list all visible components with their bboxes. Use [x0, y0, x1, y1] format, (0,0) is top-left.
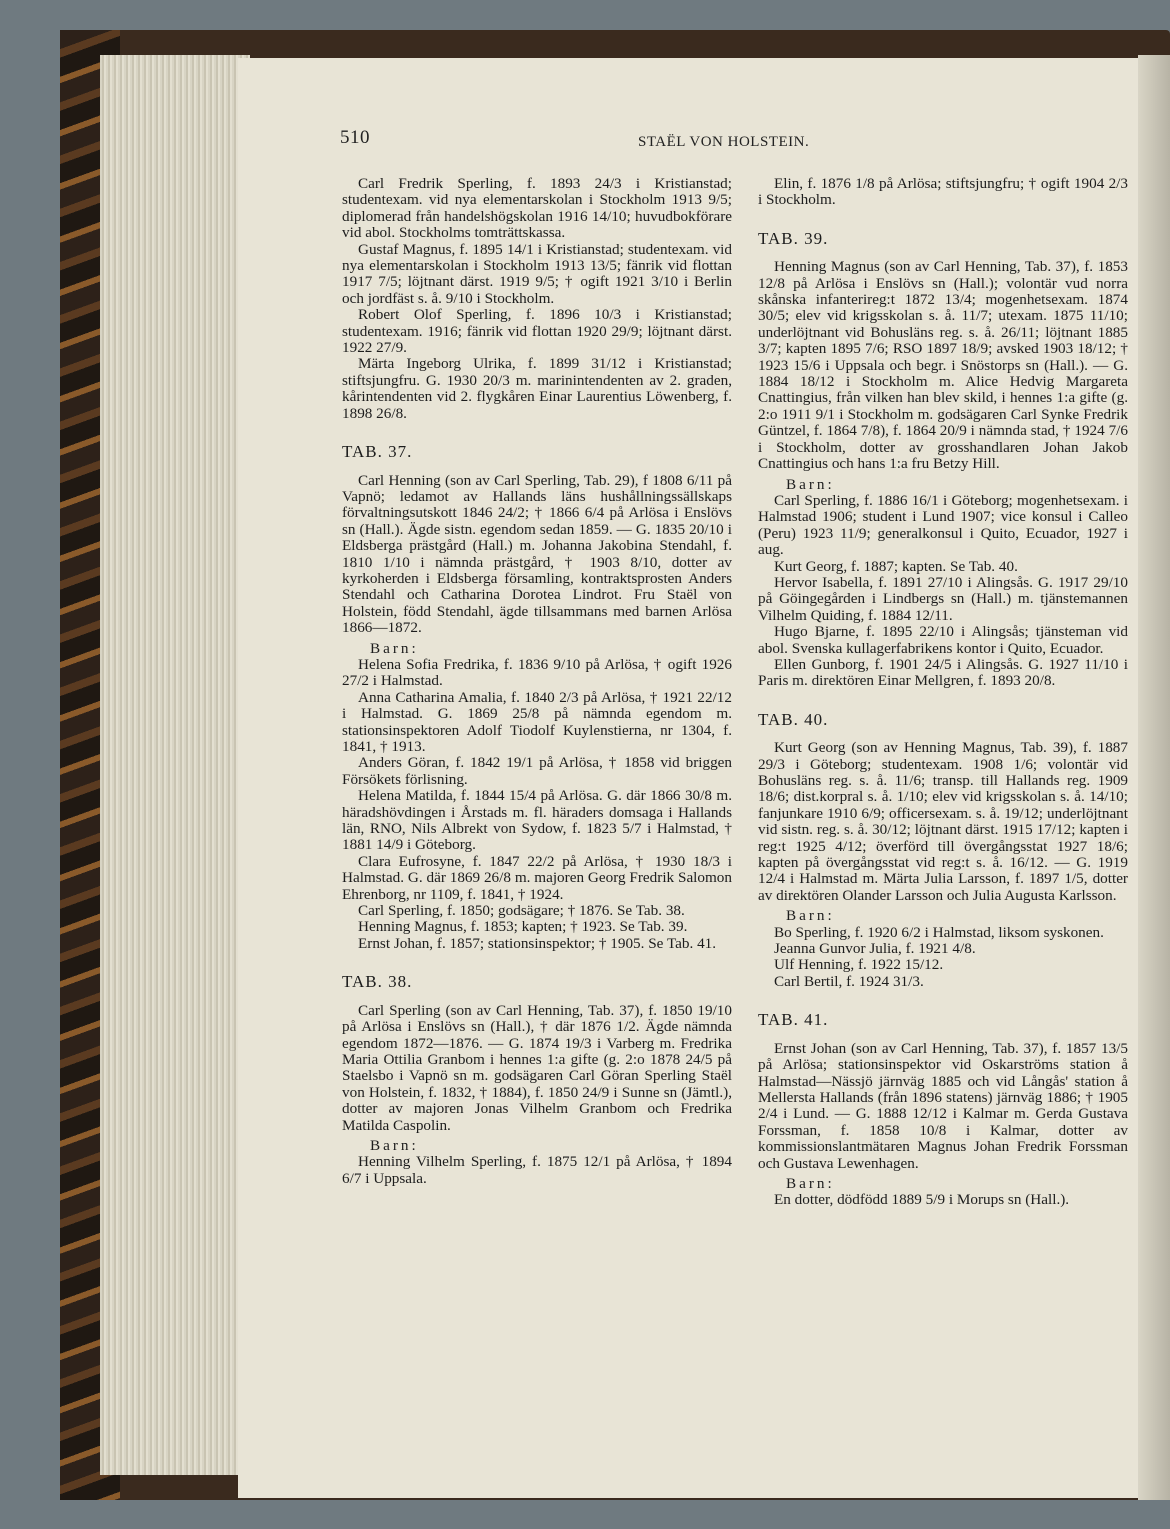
table-heading: TAB. 39. [758, 228, 829, 248]
paragraph: Carl Sperling, f. 1886 16/1 i Göteborg; mogenhetsexam. i Halmstad 1906; student i Lund 1907; vice konsul i Calleo (Peru) 1923 11/9; generalkonsul i Quito, Ecuador, 1927 i aug. [758, 491, 1128, 559]
paragraph: Kurt Georg, f. 1887; kapten. Se Tab. 40. [774, 557, 1018, 575]
page-gutter [1138, 55, 1170, 1500]
children-heading: Barn: [786, 1174, 835, 1192]
table-heading: TAB. 40. [758, 709, 829, 729]
right-column [758, 176, 1128, 1209]
paragraph: Hervor Isabella, f. 1891 27/10 i Alingsås. G. 1917 29/10 på Göingegården i Lindbergs sn (Hall.) m. tjänstemannen Vilhelm Quiding, f. 1884 12/11. [758, 573, 1128, 624]
table-heading: TAB. 38. [342, 972, 413, 992]
paragraph: Carl Sperling (son av Carl Henning, Tab. 37), f. 1850 19/10 på Arlösa i Enslövs sn (Hall.), † där 1876 1/2. Ägde nämnda egendom 1872—1876. — G. 1874 19/3 i Varberg m. Fredrika Maria Ottilia Granbom i hennes 1:a gifte (g. 2:o 1878 24/5 på Staelsbo i Vapnö sn m. godsägaren Carl Göran Sperling Staël von Holstein, f. 1832, † 1884), f. 1850 24/9 i Sunne sn (Jämtl.), dotter av majoren Jonas Vilhelm Granbom och Fredrika Matilda Caspolin. [342, 1001, 732, 1134]
paragraph: Ellen Gunborg, f. 1901 24/5 i Alingsås. G. 1927 11/10 i Paris m. direktören Einar Mellgren, f. 1893 20/8. [758, 655, 1128, 690]
page-stack-edge [100, 55, 250, 1475]
paragraph: Henning Magnus, f. 1853; kapten; † 1923. Se Tab. 39. [358, 918, 688, 936]
paragraph: Elin, f. 1876 1/8 på Arlösa; stiftsjungfru; † ogift 1904 2/3 i Stockholm. [758, 175, 1128, 209]
paragraph: Anders Göran, f. 1842 19/1 på Arlösa, † 1858 vid briggen Försökets förlisning. [342, 754, 732, 788]
paragraph: Ulf Henning, f. 1922 15/12. [774, 956, 944, 974]
paragraph: Robert Olof Sperling, f. 1896 10/3 i Kristianstad; studentexam. 1916; fänrik vid flottan 1920 29/9; löjtnant därst. 1922 27/9. [342, 306, 732, 357]
paragraph: Henning Vilhelm Sperling, f. 1875 12/1 på Arlösa, † 1894 6/7 i Uppsala. [342, 1153, 732, 1187]
children-heading: Barn: [370, 1136, 419, 1154]
paragraph: Carl Bertil, f. 1924 31/3. [774, 972, 924, 990]
paragraph: Hugo Bjarne, f. 1895 22/10 i Alingsås; tjänsteman vid abol. Svenska kullagerfabrikens kontor i Quito, Ecuador. [758, 623, 1128, 657]
paragraph: Gustaf Magnus, f. 1895 14/1 i Kristianstad; studentexam. vid nya elementarskolan i Stockholm 1913 13/5; fänrik vid flottan 1917 7/5; löjtnant därst. 1919 9/5; † ogift 1921 3/10 i Berlin och jordfäst s. å. 9/10 i Stockholm. [342, 240, 732, 307]
paragraph: Helena Sofia Fredrika, f. 1836 9/10 på Arlösa, † ogift 1926 27/2 i Halmstad. [342, 655, 732, 690]
paragraph: Carl Fredrik Sperling, f. 1893 24/3 i Kristianstad; studentexam. vid nya elementarskolan i Stockholm 1913 9/5; diplomerad från handelshögskolan 1916 14/10; huvudbokförare vid abol. Stockholms tomträttskassa. [342, 175, 732, 242]
paragraph: Kurt Georg (son av Henning Magnus, Tab. 39), f. 1887 29/3 i Göteborg; studentexam. 1908 1/6; volontär vid Bohusläns reg. s. å. 11/6; transp. till Hallands reg. 1909 18/6; dist.korpral s. å. 1/10; elev vid krigsskolan s. å. 14/10; fanjunkare 1910 6/9; officersexam. s. å. 19/12; underlöjtnant vid sistn. reg. s. å. 30/12; löjtnant därst. 1915 17/12; kapten i reg:t 1925 4/12; överförd till övergångsstat 1927 18/6; kapten på övergångsstat vid reg:t s. å. 16/12. — G. 1919 12/4 i Halmstad m. Märta Julia Larsson, f. 1897 1/5, dotter av direktören Olander Larsson och Julia Augusta Karlsson. [758, 739, 1128, 904]
paragraph: Märta Ingeborg Ulrika, f. 1899 31/12 i Kristianstad; stiftsjungfru. G. 1930 20/3 m. marinintendenten av 2. graden, kårintendenten vid 2. flygkåren Einar Laurentius Löwenberg, f. 1898 26/8. [342, 355, 732, 422]
table-heading: TAB. 41. [758, 1010, 829, 1030]
paragraph: Helena Matilda, f. 1844 15/4 på Arlösa. G. där 1866 30/8 m. häradshövdingen i Årstads m. fl. häraders domsaga i Hallands län, RNO, Nils Albrekt von Sydow, f. 1823 5/7 i Halmstad, † 1881 14/9 i Göteborg. [342, 787, 732, 854]
paragraph: Anna Catharina Amalia, f. 1840 2/3 på Arlösa, † 1921 22/12 i Halmstad. G. 1869 25/8 på nämnda egendom m. stationsinspektoren Adolf Tiodolf Kuylenstierna, nr 1304, f. 1841, † 1913. [342, 688, 732, 755]
paragraph: Ernst Johan, f. 1857; stationsinspektor; † 1905. Se Tab. 41. [358, 934, 717, 952]
paragraph: Bo Sperling, f. 1920 6/2 i Halmstad, liksom syskonen. [774, 923, 1104, 941]
paragraph: Clara Eufrosyne, f. 1847 22/2 på Arlösa, † 1930 18/3 i Halmstad. G. där 1869 26/8 m. majoren Georg Fredrik Salomon Ehrenborg, nr 1109, f. 1841, † 1924. [342, 852, 732, 903]
paragraph: Ernst Johan (son av Carl Henning, Tab. 37), f. 1857 13/5 på Arlösa; stationsinspektor vid Oskarströms station å Halmstad—Nässjö järnväg 1885 och vid Långås' station å Mellersta Hallands (från 1896 statens) järnväg 1886; † 1905 2/4 i Lund. — G. 1888 12/12 i Kalmar m. Gerda Gustava Forssman, f. 1858 10/8 i Kalmar, dotter av kommissionslantmätaren Magnus Johan Fredrik Forssman och Gustava Lewenhagen. [758, 1039, 1128, 1172]
children-heading: Barn: [370, 639, 419, 657]
table-heading: TAB. 37. [342, 442, 413, 462]
paragraph: Henning Magnus (son av Carl Henning, Tab. 37), f. 1853 12/8 på Arlösa i Enslövs sn (Hall.); volontär vud norra skånska infanterireg:t 1872 13/4; mogenhetsexam. 1874 30/5; elev vid krigsskolan s. å. 11/7; utexam. 1875 11/10; underlöjtnant vid Bohusläns reg. s. å. 26/11; löjtnant 1885 3/7; kapten 1895 7/6; RSO 1897 18/9; avsked 1903 18/12; † 1923 15/6 i Uppsala och begr. i Snöstorps sn (Hall.). — G. 1884 18/12 i Stockholm m. Alice Hedvig Margareta Cnattingius, från vilken han blev skild, i hennes 1:a gifte (g. 2:o 1911 9/1 i Stockholm m. godsägaren Carl Synke Fredrik Güntzel, f. 1864 7/8), f. 1864 20/9 i nämnda stad, † 1924 7/6 i Stockholm, dotter av grosshandlaren Johan Jakob Cnattingius och hans 1:a fru Betzy Hill. [758, 258, 1128, 473]
children-heading: Barn: [786, 475, 835, 493]
running-title: STAËL VON HOLSTEIN. [638, 134, 810, 150]
paragraph: Jeanna Gunvor Julia, f. 1921 4/8. [774, 940, 976, 958]
left-column [342, 176, 732, 1187]
children-heading: Barn: [786, 907, 835, 925]
paragraph: Carl Sperling, f. 1850; godsägare; † 1876. Se Tab. 38. [358, 902, 685, 920]
paragraph: En dotter, dödfödd 1889 5/9 i Morups sn (Hall.). [774, 1191, 1070, 1209]
page-number: 510 [340, 127, 370, 148]
paragraph: Carl Henning (son av Carl Sperling, Tab. 29), f 1808 6/11 på Vapnö; ledamot av Hallands läns hushållningssällskaps förvaltningsutskott 1846 24/2; † 1866 6/4 på Arlösa i Enslövs sn (Hall.). Ägde sistn. egendom sedan 1859. — G. 1835 20/10 i Eldsberga prästgård (Hall.) m. Johanna Jakobina Stendahl, f. 1810 1/10 i nämnda prästgård, † 1903 8/10, dotter av kyrkoherden i Eldsberga församling, kontraktsprosten Anders Stendahl och Catharina Dorotea Lindrot. Fru Staël von Holstein, född Stendahl, ägde tillsammans med barnen Arlösa 1866—1872. [342, 471, 732, 637]
